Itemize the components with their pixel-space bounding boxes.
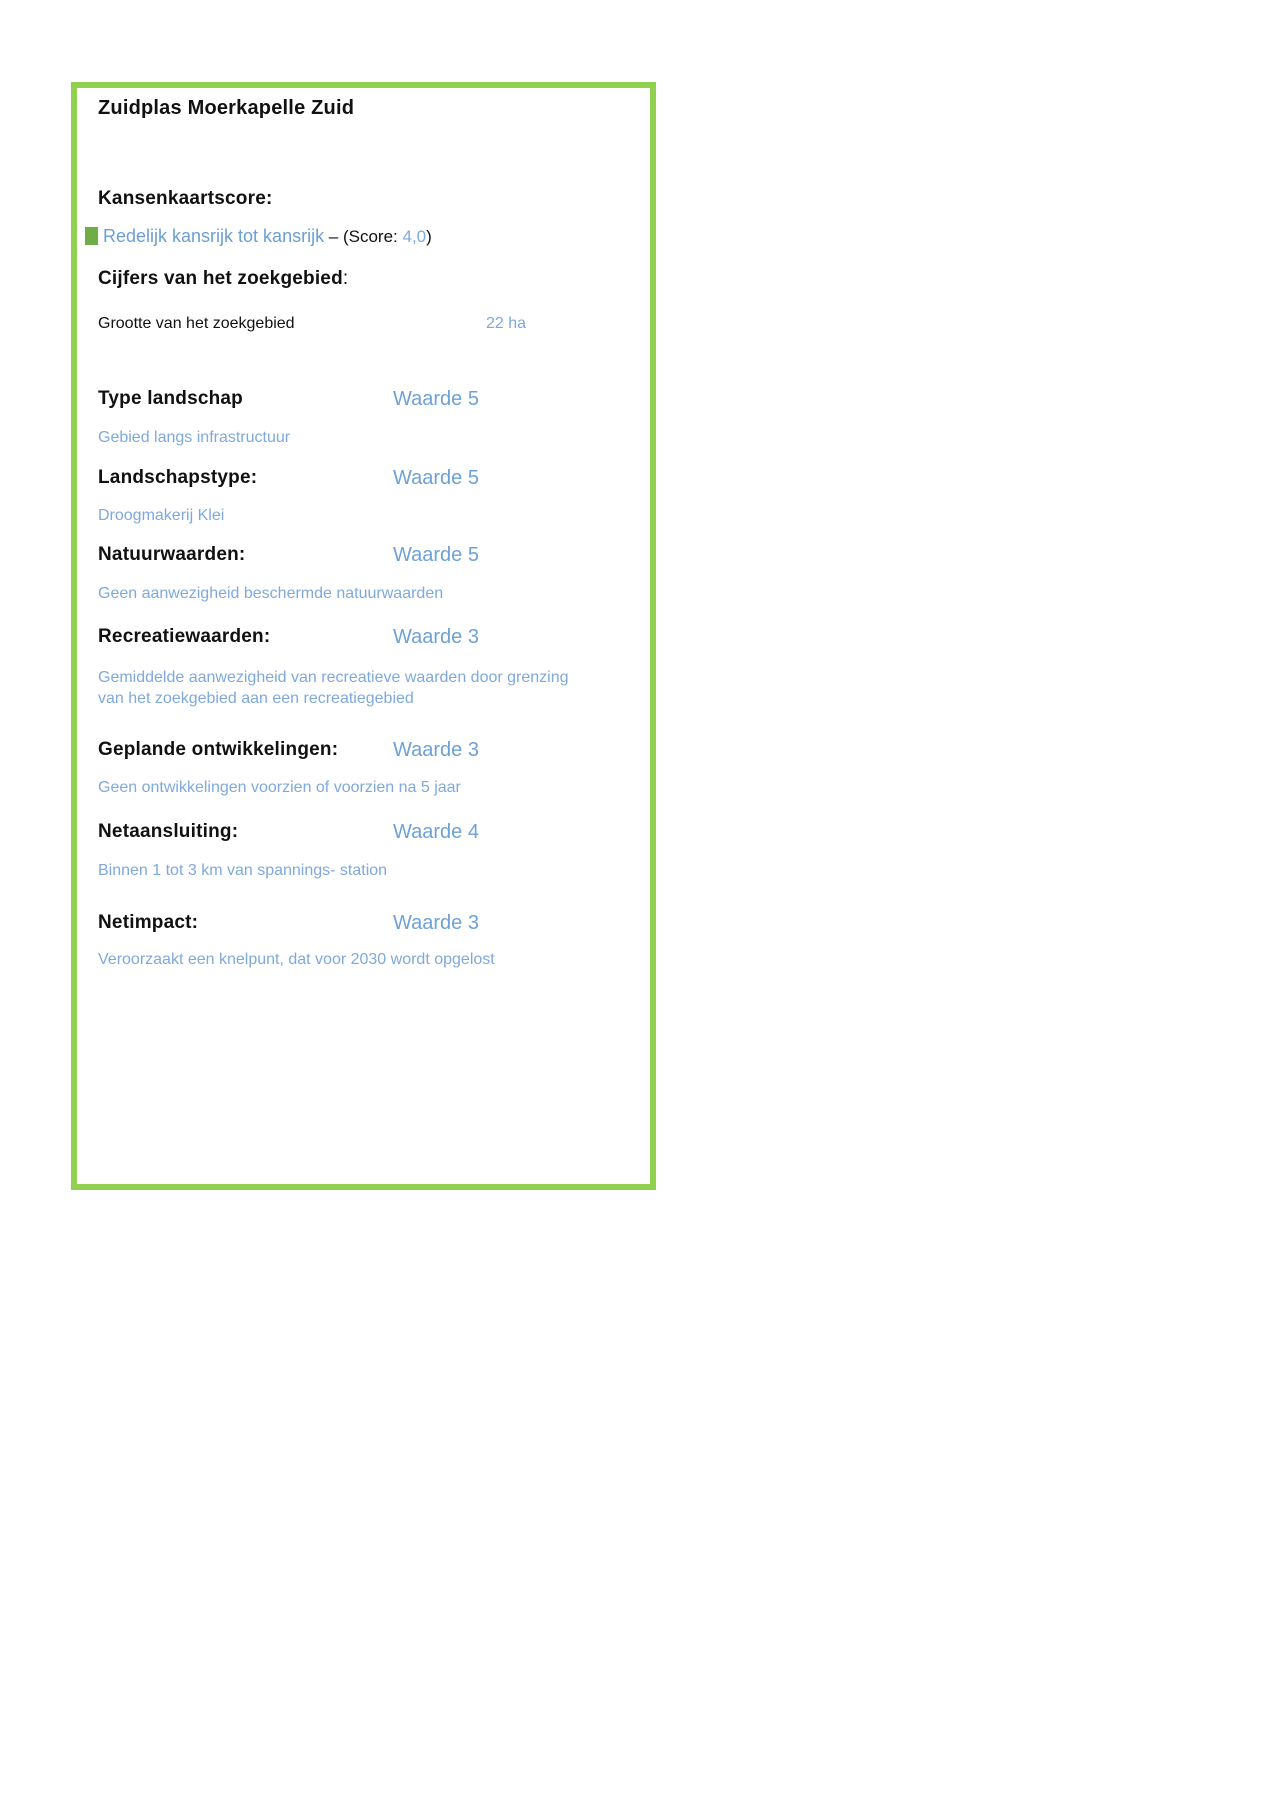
metric-value: Waarde 3 [393,626,479,648]
metric-description: Geen ontwikkelingen voorzien of voorzien na 5 jaar [98,779,461,796]
score-value: 4,0 [402,227,427,246]
metric-value: Waarde 3 [393,739,479,761]
metric-row-netaansluiting [98,821,643,847]
metric-label: Type landschap [98,388,243,409]
metric-description: Geen aanwezigheid beschermde natuurwaarden [98,585,444,602]
metric-description: Binnen 1 tot 3 km van spannings- station [98,862,388,879]
metric-description: Gemiddelde aanwezigheid van recreatieve waarden door grenzing van het zoekgebied aan een recreatiegebied [98,669,569,707]
cijfers-heading-colon: : [342,268,349,289]
metric-description: Veroorzaakt een knelpunt, dat voor 2030 wordt opgelost [98,951,495,968]
metric-label: Geplande ontwikkelingen: [98,739,339,760]
zoekgebied-size-label: Grootte van het zoekgebied [98,315,295,332]
page-title: Zuidplas Moerkapelle Zuid [98,97,355,119]
metric-value: Waarde 3 [393,912,479,934]
metric-value: Waarde 4 [393,821,479,843]
score-prefix: – (Score: [324,227,403,246]
cijfers-heading: Cijfers van het zoekgebied: [98,268,349,289]
metric-row-landschapstype [98,467,643,493]
score-suffix: ) [426,227,432,246]
metric-description: Gebied langs infrastructuur [98,429,291,446]
score-color-swatch [85,227,98,245]
metric-value: Waarde 5 [393,467,479,489]
metric-value: Waarde 5 [393,388,479,410]
metric-row-geplande-ontwikkelingen [98,739,643,765]
metric-label: Recreatiewaarden: [98,626,271,647]
zoekgebied-size-value: 22 ha [486,315,527,332]
metric-row-recreatiewaarden [98,626,643,652]
metric-row-netimpact [98,912,643,938]
metric-description: Droogmakerij Klei [98,507,225,524]
metric-value: Waarde 5 [393,544,479,566]
metric-label: Netaansluiting: [98,821,239,842]
metric-label: Natuurwaarden: [98,544,246,565]
metric-label: Netimpact: [98,912,199,933]
metric-row-natuurwaarden [98,544,643,570]
kansenkaartscore-heading: Kansenkaartscore: [98,188,273,209]
zoekgebied-size-row [98,315,638,333]
kansenkaart-score-line [85,226,432,247]
score-rating-text: Redelijk kansrijk tot kansrijk [103,226,325,246]
metric-label: Landschapstype: [98,467,258,488]
factsheet-card [71,82,656,1190]
metric-row-type-landschap [98,388,643,414]
